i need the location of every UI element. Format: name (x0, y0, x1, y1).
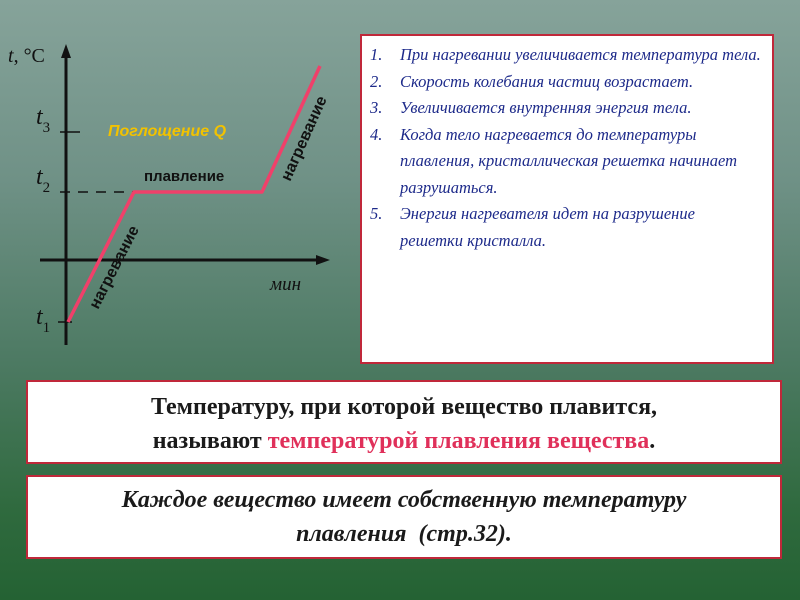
t3-label: $t_3$ (36, 104, 51, 136)
fact-text: При нагревании увеличивается температура тела. (400, 45, 761, 64)
melting-graph (0, 30, 345, 390)
x-axis-label: мин (270, 274, 302, 295)
melting-temperature-term: температурой плавления вещества (267, 428, 650, 454)
fact-item (370, 201, 762, 254)
definition-line-2: называют температурой плавления вещества. (152, 428, 656, 454)
definition-box (26, 380, 782, 464)
absorption-label: Поглощение Q (108, 123, 227, 140)
fact-item (370, 122, 762, 202)
fact-number: 1. (370, 45, 383, 64)
fact-number: 4. (370, 124, 383, 144)
fact-number: 3. (370, 98, 383, 117)
heating-label-left: нагревание (86, 223, 143, 312)
fact-text: Увеличивается внутренняя энергия тела. (400, 98, 692, 117)
fact-text: Скорость колебания частиц возрастает. (400, 71, 694, 91)
y-axis-arrow-icon (61, 44, 71, 58)
melting-label: плавление (144, 168, 225, 185)
fact-text: Энергия нагревателя идет на разрушение решетки кристалла. (400, 204, 695, 250)
note-line-2: плавления (стр.32). (296, 521, 512, 547)
t1-label: $t_1$ (36, 304, 51, 336)
definition-line-1: Температуру, при которой вещество плавится, (150, 394, 658, 420)
fact-item (370, 95, 762, 122)
t2-label: $t_2$ (36, 164, 51, 196)
fact-number: 5. (370, 204, 383, 223)
x-axis-arrow-icon (316, 255, 330, 265)
note-box (26, 475, 782, 559)
heating-label-right: нагревание (278, 93, 331, 184)
note-line-1: Каждое вещество имеет собственную температуру (121, 487, 687, 513)
y-axis-label: t, °C (8, 45, 45, 67)
facts-list (370, 42, 762, 254)
fact-number: 2. (370, 71, 383, 91)
fact-item (370, 69, 762, 96)
fact-text: Когда тело нагревается до температуры плавления, кристаллическая решетка начинает разрушаться. (400, 124, 738, 197)
facts-box (360, 34, 774, 364)
fact-item (370, 42, 762, 69)
